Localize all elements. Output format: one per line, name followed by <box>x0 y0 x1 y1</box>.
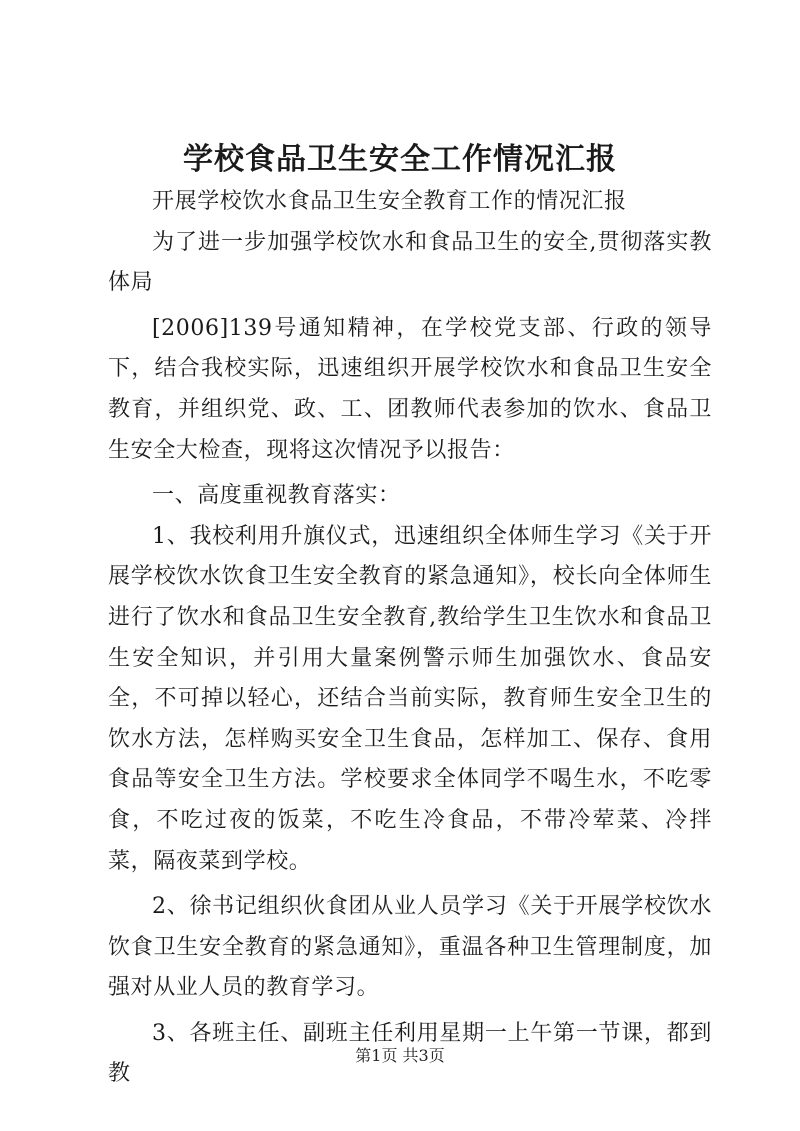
paragraph-intro: 为了进一步加强学校饮水和食品卫生的安全,贯彻落实教体局 <box>108 229 712 296</box>
paragraph-subtitle: 开展学校饮水食品卫生安全教育工作的情况汇报 <box>152 189 627 214</box>
page-footer: 第1页 共3页 <box>355 1046 445 1065</box>
document-title: 学校食品卫生安全工作情况汇报 <box>183 142 617 177</box>
paragraph-item-2: 2、徐书记组织伙食团从业人员学习《关于开展学校饮水饮食卫生安全教育的紧急通知》，重温各种卫生管理制度，加强对从业人员的教育学习。 <box>108 894 712 1001</box>
paragraph-notice: [2006]139号通知精神，在学校党支部、行政的领导下，结合我校实际，迅速组织开展学校饮水和食品卫生安全教育，并组织党、政、工、团教师代表参加的饮水、食品卫生安全大检查，现将这次情况予以报告： <box>108 315 712 463</box>
paragraph-item-1: 1、我校利用升旗仪式，迅速组织全体师生学习《关于开展学校饮水饮食卫生安全教育的紧急通知》，校长向全体师生进行了饮水和食品卫生安全教育,教给学生卫生饮水和食品卫生安全知识，并引用大量案例警示师生加强饮水、食品安全，不可掉以轻心，还结合当前实际，教育师生安全卫生的饮水方法，怎样购买安全卫生食品，怎样加工、保存、食用食品等安全卫生方法。学校要求全体同学不喝生水，不吃零食，不吃过夜的饭菜，不吃生冷食品，不带冷荤菜、冷拌菜，隔夜菜到学校。 <box>108 523 712 874</box>
document-body <box>108 182 712 1095</box>
paragraph-heading-1: 一、高度重视教育落实： <box>152 483 401 509</box>
paragraph-item-3: 3、各班主任、副班主任利用星期一上午第一节课，都到教 <box>108 1020 712 1087</box>
